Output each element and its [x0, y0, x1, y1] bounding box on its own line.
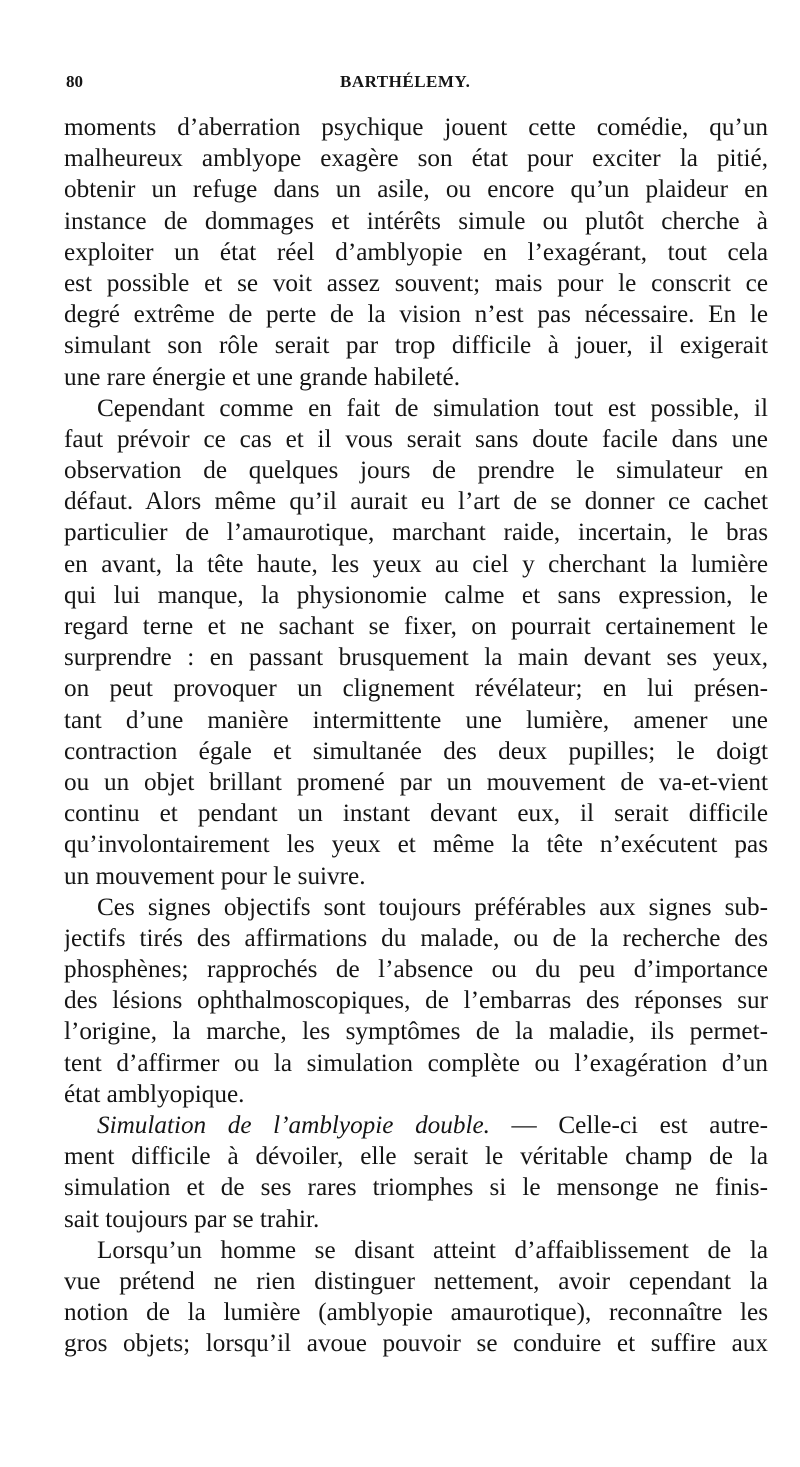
text-line: vue prétend ne rien distinguer nettement, avoir cependant la — [64, 1267, 768, 1295]
section-heading-continuation: — Celle-ci est autre- — [489, 1112, 768, 1139]
text-line: qu’involontairement les yeux et même la tête n’exécutent pas — [64, 831, 768, 859]
text-line: un mouvement pour le suivre. — [64, 862, 366, 890]
text-line: en avant, la tête haute, les yeux au ciel y cherchant la lumière — [64, 550, 768, 578]
text-line: ou un objet brillant promené par un mouvement de va-et-vient — [64, 768, 768, 796]
text-line: Ces signes objectifs sont toujours préférables aux signes sub- — [97, 893, 768, 921]
text-line: moments d’aberration psychique jouent cette comédie, qu’un — [64, 114, 768, 141]
text-line: Cependant comme en fait de simulation tout est possible, il — [97, 394, 768, 422]
text-line: défaut. Alors même qu’il aurait eu l’art de se donner ce cachet — [64, 488, 768, 516]
text-line: qui lui manque, la physionomie calme et sans expression, le — [64, 581, 768, 609]
text-line: exploiter un état réel d’amblyopie en l’exagérant, tout cela — [64, 238, 768, 266]
section-heading: Simulation de l’amblyopie double. — [97, 1112, 490, 1139]
text-line: simulant son rôle serait par trop difficile à jouer, il exigerait — [64, 332, 768, 360]
page-header — [64, 72, 770, 100]
text-line: phosphènes; rapprochés de l’absence ou du peu d’importance — [64, 956, 768, 984]
text-line: observation de quelques jours de prendre le simulateur en — [64, 457, 768, 485]
text-line: contraction égale et simultanée des deux pupilles; le doigt — [64, 737, 768, 765]
text-line: faut prévoir ce cas et il vous serait sans doute facile dans une — [64, 425, 768, 453]
text-line: regard terne et ne sachant se fixer, on pourrait certainement le — [64, 613, 768, 640]
text-line: degré extrême de perte de la vision n’est pas nécessaire. En le — [64, 301, 768, 329]
text-line: tent d’affirmer ou la simulation complète ou l’exagération d’un — [64, 1049, 768, 1077]
text-line: continu et pendant un instant devant eux, il serait difficile — [64, 800, 768, 828]
page-number: 80 — [66, 72, 83, 91]
text-line: notion de la lumière (amblyopie amaurotique), reconnaître les — [64, 1299, 768, 1327]
text-line: malheureux amblyope exagère son état pour exciter la pitié, — [64, 145, 768, 173]
text-line: l’origine, la marche, les symptômes de la maladie, ils permet- — [64, 1018, 768, 1046]
text-line: surprendre : en passant brusquement la main devant ses yeux, — [64, 644, 768, 672]
text-line: obtenir un refuge dans un asile, ou encore qu’un plaideur en — [64, 176, 768, 204]
running-head: BARTHÉLEMY. — [340, 72, 471, 91]
text-line: jectifs tirés des affirmations du malade, ou de la recherche des — [64, 924, 768, 952]
text-line: instance de dommages et intérêts simule ou plutôt cherche à — [64, 207, 768, 235]
text-line: état amblyopique. — [64, 1080, 245, 1108]
text-line: une rare énergie et une grande habileté. — [64, 363, 461, 391]
text-line: on peut provoquer un clignement révélateur; en lui présen- — [64, 675, 768, 703]
text-line: Lorsqu’un homme se disant atteint d’affaiblissement de la — [97, 1236, 768, 1264]
text-line: gros objets; lorsqu’il avoue pouvoir se conduire et suffire aux — [64, 1330, 768, 1358]
text-line: ment difficile à dévoiler, elle serait le véritable champ de la — [64, 1143, 768, 1171]
text-line: particulier de l’amaurotique, marchant raide, incertain, le bras — [64, 519, 768, 547]
section-heading-line — [64, 1110, 768, 1141]
text-line: simulation et de ses rares triomphes si le mensonge ne finis- — [64, 1174, 768, 1202]
text-line: tant d’une manière intermittente une lumière, amener une — [64, 706, 768, 734]
text-line: sait toujours par se trahir. — [64, 1205, 320, 1233]
body-text — [64, 112, 768, 1360]
text-line: des lésions ophthalmoscopiques, de l’embarras des réponses sur — [64, 987, 768, 1015]
text-line: est possible et se voit assez souvent; mais pour le conscrit ce — [64, 269, 768, 297]
